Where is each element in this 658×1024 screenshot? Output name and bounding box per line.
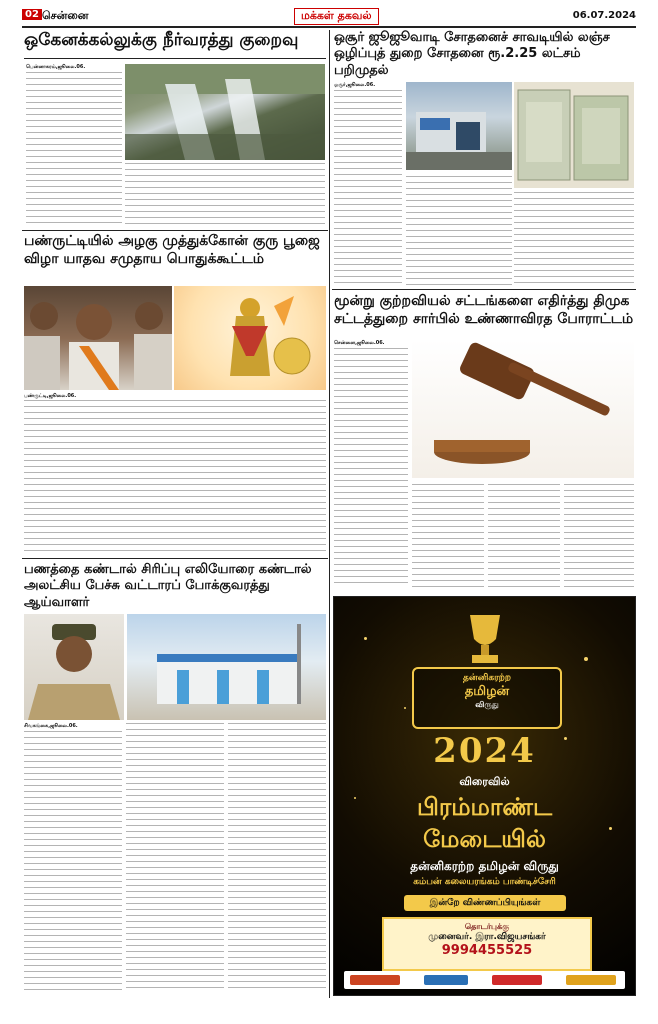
hogenakkal-body-text-2 — [125, 163, 325, 225]
dmk-body-text-2 — [412, 484, 484, 588]
award-year: 2024 — [433, 731, 536, 771]
dmk-body-text — [334, 348, 408, 588]
venue-text: கம்பன் கலையரங்கம் பாண்டிச்சேரி — [413, 877, 556, 887]
tagline-award-name: தன்னிகரற்ற தமிழன் விருது — [410, 859, 559, 873]
contact-phone: 9994455525 — [441, 943, 533, 958]
statue-photo — [174, 286, 326, 390]
cash-photo — [514, 82, 634, 188]
dmk-body-text-3 — [488, 484, 560, 588]
sivagangai-body-text — [24, 731, 122, 993]
bribe-headline: ஒசூர் ஜூஜூவாடி சோதனைச் சாவடியில் லஞ்ச ஒழிப்புத் துறை சோதனை ரூ.2.25 லட்சம் பறிமுதல் — [334, 30, 610, 78]
sponsor-logo — [424, 975, 468, 985]
waterfall-photo — [125, 64, 325, 160]
divider — [24, 58, 326, 59]
hogenakkal-headline: ஒகேனக்கல்லுக்கு நீர்வரத்து குறைவு — [24, 30, 299, 50]
checkpost-photo — [406, 82, 512, 170]
issue-date: 06.07.2024 — [572, 10, 636, 21]
edition-city: சென்னை — [42, 9, 89, 22]
gavel-photo — [412, 340, 634, 478]
hogenakkal-dateline: பென்னாகரம்,ஜூலை.06. — [26, 64, 86, 70]
leaders-image — [24, 286, 172, 390]
contact-box — [382, 917, 592, 971]
muthukon-headline: பண்ருட்டியில் அழகு முத்துக்கோன் குரு பூஜை விழா யாதவ சமுதாய பொதுக்கூட்டம் — [24, 233, 320, 267]
award-advertisement — [333, 596, 636, 996]
divider — [22, 230, 328, 231]
muthukon-body-text — [24, 400, 326, 552]
checkpost-image — [406, 82, 512, 170]
page-header — [22, 8, 636, 28]
contact-label: தொடர்புக்கு — [464, 922, 510, 931]
hogenakkal-body-text — [26, 72, 122, 226]
bribe-body-text — [334, 90, 402, 286]
divider — [332, 289, 636, 290]
rto-office-image — [127, 614, 326, 720]
contact-name: முனைவர். இரா.விஜயசங்கர் — [428, 932, 546, 942]
sivagangai-dateline: சிவகங்கை,ஜூலை.06. — [24, 723, 78, 729]
masthead-logo: மக்கள் தகவல் — [294, 8, 379, 25]
sponsor-logo — [492, 975, 542, 985]
award-badge — [412, 667, 562, 729]
officer-photo — [24, 614, 124, 720]
sponsor-logo — [350, 975, 400, 985]
sponsor-logo — [566, 975, 616, 985]
waterfall-image — [125, 64, 325, 160]
sivagangai-body-text-3 — [228, 723, 326, 993]
apply-banner: இன்றே விண்ணப்பியுங்கள் — [404, 895, 566, 911]
tagline-grand: பிரம்மாண்ட — [416, 793, 553, 821]
bribe-dateline: ஓசூர்,ஜூலை.06. — [334, 82, 376, 88]
currency-notes-image — [514, 82, 634, 188]
sivagangai-headline: பணத்தை கண்டால் சிரிப்பு எலியோரை கண்டால் அலட்சிய பேச்சு வட்டாரப் போக்குவரத்து ஆய்வாளர் — [24, 562, 312, 610]
sivagangai-body-text-2 — [126, 723, 224, 993]
badge-line-3: விருது — [475, 700, 499, 709]
bribe-body-text-3 — [514, 192, 634, 286]
page-number: 02 — [22, 9, 42, 20]
muthukon-dateline: பண்ருட்டி,ஜூலை.06. — [24, 393, 77, 399]
sponsor-logos-strip — [344, 971, 625, 989]
office-photo — [127, 614, 326, 720]
divider — [22, 558, 328, 559]
tagline-stage: மேடையில் — [423, 825, 546, 853]
leaders-photo — [24, 286, 172, 390]
dmk-body-text-4 — [564, 484, 634, 588]
dmk-headline: மூன்று குற்றவியல் சட்டங்களை எதிர்த்து திமுக சட்டத்துறை சார்பில் உண்ணாவிரத போராட்டம் — [334, 293, 634, 327]
tagline-soon: விரைவில் — [459, 775, 510, 788]
badge-line-1: தன்னிகரற்ற — [462, 673, 511, 683]
trophy-icon — [460, 611, 510, 667]
warrior-statue-image — [174, 286, 326, 390]
gavel-icon — [412, 340, 634, 478]
dmk-dateline: சென்னை,ஜூலை.06. — [334, 340, 385, 346]
badge-line-2: தமிழன் — [464, 684, 510, 699]
police-officer-image — [24, 614, 124, 720]
column-divider — [329, 30, 330, 998]
bribe-body-text-2 — [406, 176, 512, 286]
